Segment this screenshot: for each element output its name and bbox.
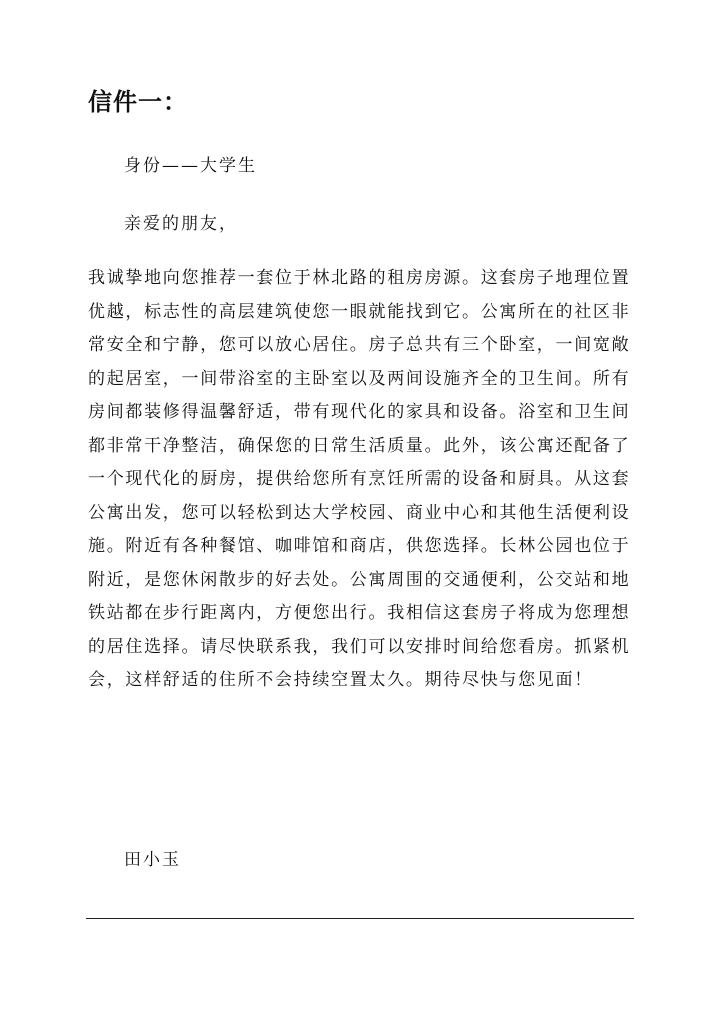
divider-line [86,918,634,919]
body-line: 常安全和宁静，您可以放心居住。房子总共有三个卧室，一间宽敞 [88,335,631,355]
body-line: 铁站都在步行距离内，方便您出行。我相信这套房子将成为您理想 [88,603,631,623]
body-line: 公寓出发，您可以轻松到达大学校园、商业中心和其他生活便利设 [88,502,631,523]
body-line: 都非常干净整洁，确保您的日常生活质量。此外，该公寓还配备了 [88,435,631,456]
letter-body [88,262,648,698]
body-line: 施。附近有各种餐馆、咖啡馆和商店，供您选择。长林公园也位于 [88,536,631,556]
body-line: 的居住选择。请尽快联系我，我们可以安排时间给您看房。抓紧机 [88,636,631,657]
body-line: 房间都装修得温馨舒适，带有现代化的家具和设备。浴室和卫生间 [88,402,631,422]
letter-identity: 身份——大学生 [124,156,257,176]
letter-signature: 田小玉 [124,850,181,870]
body-line: 附近，是您休闲散步的好去处。公寓周围的交通便利，公交站和地 [88,569,631,590]
letter-heading: 信件一： [88,87,188,116]
body-line: 会，这样舒适的住所不会持续空置太久。期待尽快与您见面！ [88,670,593,690]
body-line: 优越，标志性的高层建筑使您一眼就能找到它。公寓所在的社区非 [88,301,631,322]
body-line: 一个现代化的厨房，提供给您所有烹饪所需的设备和厨具。从这套 [88,469,631,489]
body-line: 的起居室，一间带浴室的主卧室以及两间设施齐全的卫生间。所有 [88,368,631,389]
body-line: 我诚挚地向您推荐一套位于林北路的租房房源。这套房子地理位置 [88,268,631,288]
letter-salutation: 亲爱的朋友， [124,214,238,234]
